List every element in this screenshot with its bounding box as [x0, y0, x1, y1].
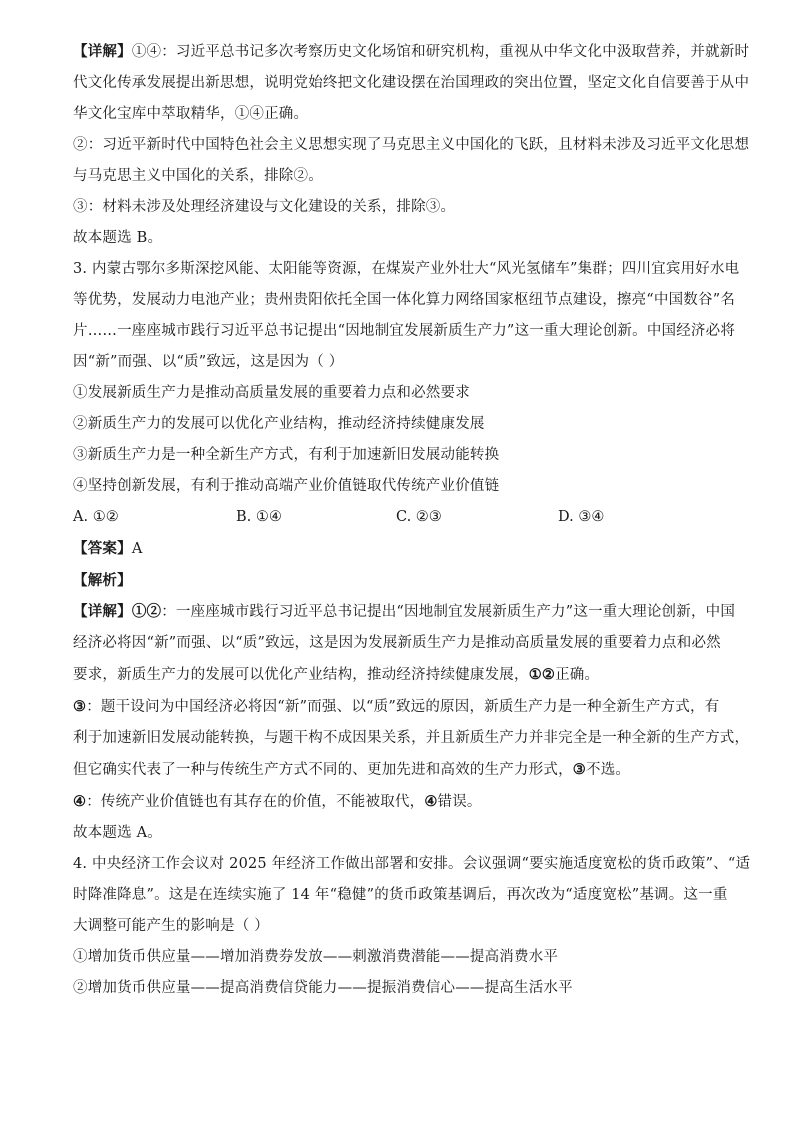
- q3-option-a: A. ①②: [73, 509, 119, 525]
- q3-analysis-tag: 【解析】: [73, 572, 132, 589]
- q3-item-2: ②新质生产力的发展可以优化产业结构，推动经济持续健康发展: [73, 416, 485, 432]
- detail-tag: 【详解】: [73, 43, 132, 60]
- q2-detail-line-1: 【详解】①④：习近平总书记多次考察历史文化场馆和研究机构，重视从中华文化中汲取营养，并就新时: [73, 43, 750, 60]
- q3-stem-line-3: 片……一座座城市践行习近平总书记提出“因地制宜发展新质生产力”这一重大理论创新。中国经济必将: [73, 323, 736, 339]
- q3-item-1: ①发展新质生产力是推动高质量发展的重要着力点和必然要求: [73, 385, 470, 401]
- q4-item-1: ①增加货币供应量——增加消费券发放——刺激消费潜能——提高消费水平: [73, 949, 559, 965]
- q2-point3: ③：材料未涉及处理经济建设与文化建设的关系，排除③。: [73, 199, 456, 215]
- q3-point3-line-2: 利于加速新旧发展动能转换，与题干构不成因果关系，并且新质生产力并非完全是一种全新的生产方式，: [73, 730, 750, 746]
- q3-options: [73, 502, 723, 533]
- q3-option-c: C. ②③: [396, 509, 442, 525]
- q3-option-d: D. ③④: [558, 509, 605, 525]
- q4-item-2: ②增加货币供应量——提高消费信贷能力——提振消费信心——提高生活水平: [73, 980, 573, 996]
- q4-stem-line-3: 大调整可能产生的影响是（ ）: [73, 918, 269, 934]
- q3-point3-line-3: 但它确实代表了一种与传统生产方式不同的、更加先进和高效的生产力形式，③不选。: [73, 761, 631, 778]
- q4-stem-line-1: 4. 中央经济工作会议对 2025 年经济工作做出部署和安排。会议强调“要实施适度宽松的货币政策”、“适: [73, 856, 751, 872]
- answer-tag: 【答案】: [73, 540, 132, 557]
- q4-stem-line-2: 时降准降息”。这是在连续实施了 14 年“稳健”的货币政策基调后，再次改为“适度宽松”基调。这一重: [73, 887, 728, 903]
- q2-point2-line-2: 与马克思主义中国化的关系，排除②。: [73, 168, 323, 184]
- q3-stem-line-1: 3. 内蒙古鄂尔多斯深挖风能、太阳能等资源，在煤炭产业外壮大“风光氢储车”集群；四川宜宾用好水电: [73, 261, 740, 277]
- q3-detail-line-1: 【详解】①②：一座座城市践行习近平总书记提出“因地制宜发展新质生产力”这一重大理论创新，中国: [73, 603, 736, 620]
- q3-stem-line-2: 等优势，发展动力电池产业；贵州贵阳依托全国一体化算力网络国家枢纽节点建设，擦亮“中国数谷”名: [73, 292, 736, 308]
- q3-conclusion: 故本题选 A。: [73, 825, 162, 841]
- q3-stem-line-4: 因“新”而强、以“质”致远，这是因为（ ）: [73, 354, 344, 370]
- q3-item-3: ③新质生产力是一种全新生产方式，有利于加速新旧发展动能转换: [73, 447, 500, 463]
- q2-point2-line-1: ②：习近平新时代中国特色社会主义思想实现了马克思主义中国化的飞跃，且材料未涉及习近平文化思想: [73, 137, 750, 153]
- q3-detail-line-3: 要求，新质生产力的发展可以优化产业结构，推动经济持续健康发展，①②正确。: [73, 666, 600, 683]
- q3-answer: [73, 533, 723, 565]
- q3-detail-line-2: 经济必将因“新”而强、以“质”致远，这是因为发展新质生产力是推动高质量发展的重要着力点和必然: [73, 635, 721, 651]
- q3-option-b: B. ①④: [236, 509, 282, 525]
- q3-point4: ④：传统产业价值链也有其存在的价值，不能被取代，④错误。: [73, 793, 482, 810]
- q3-item-4: ④坚持创新发展，有利于推动高端产业价值链取代传统产业价值链: [73, 478, 500, 494]
- q2-detail-line-3: 华文化宝库中萃取精华，①④正确。: [73, 106, 309, 122]
- answer-value: A: [131, 541, 143, 557]
- document-page: [73, 36, 751, 1004]
- q3-point3-line-1: ③：题干设问为中国经济必将因“新”而强、以“质”致远的原因，新质生产力是一种全新生产方式，有: [73, 698, 720, 715]
- q2-detail-line-2: 代文化传承发展提出新思想，说明党始终把文化建设摆在治国理政的突出位置，坚定文化自信要善于从中: [73, 75, 750, 91]
- q2-conclusion: 故本题选 B。: [73, 230, 163, 246]
